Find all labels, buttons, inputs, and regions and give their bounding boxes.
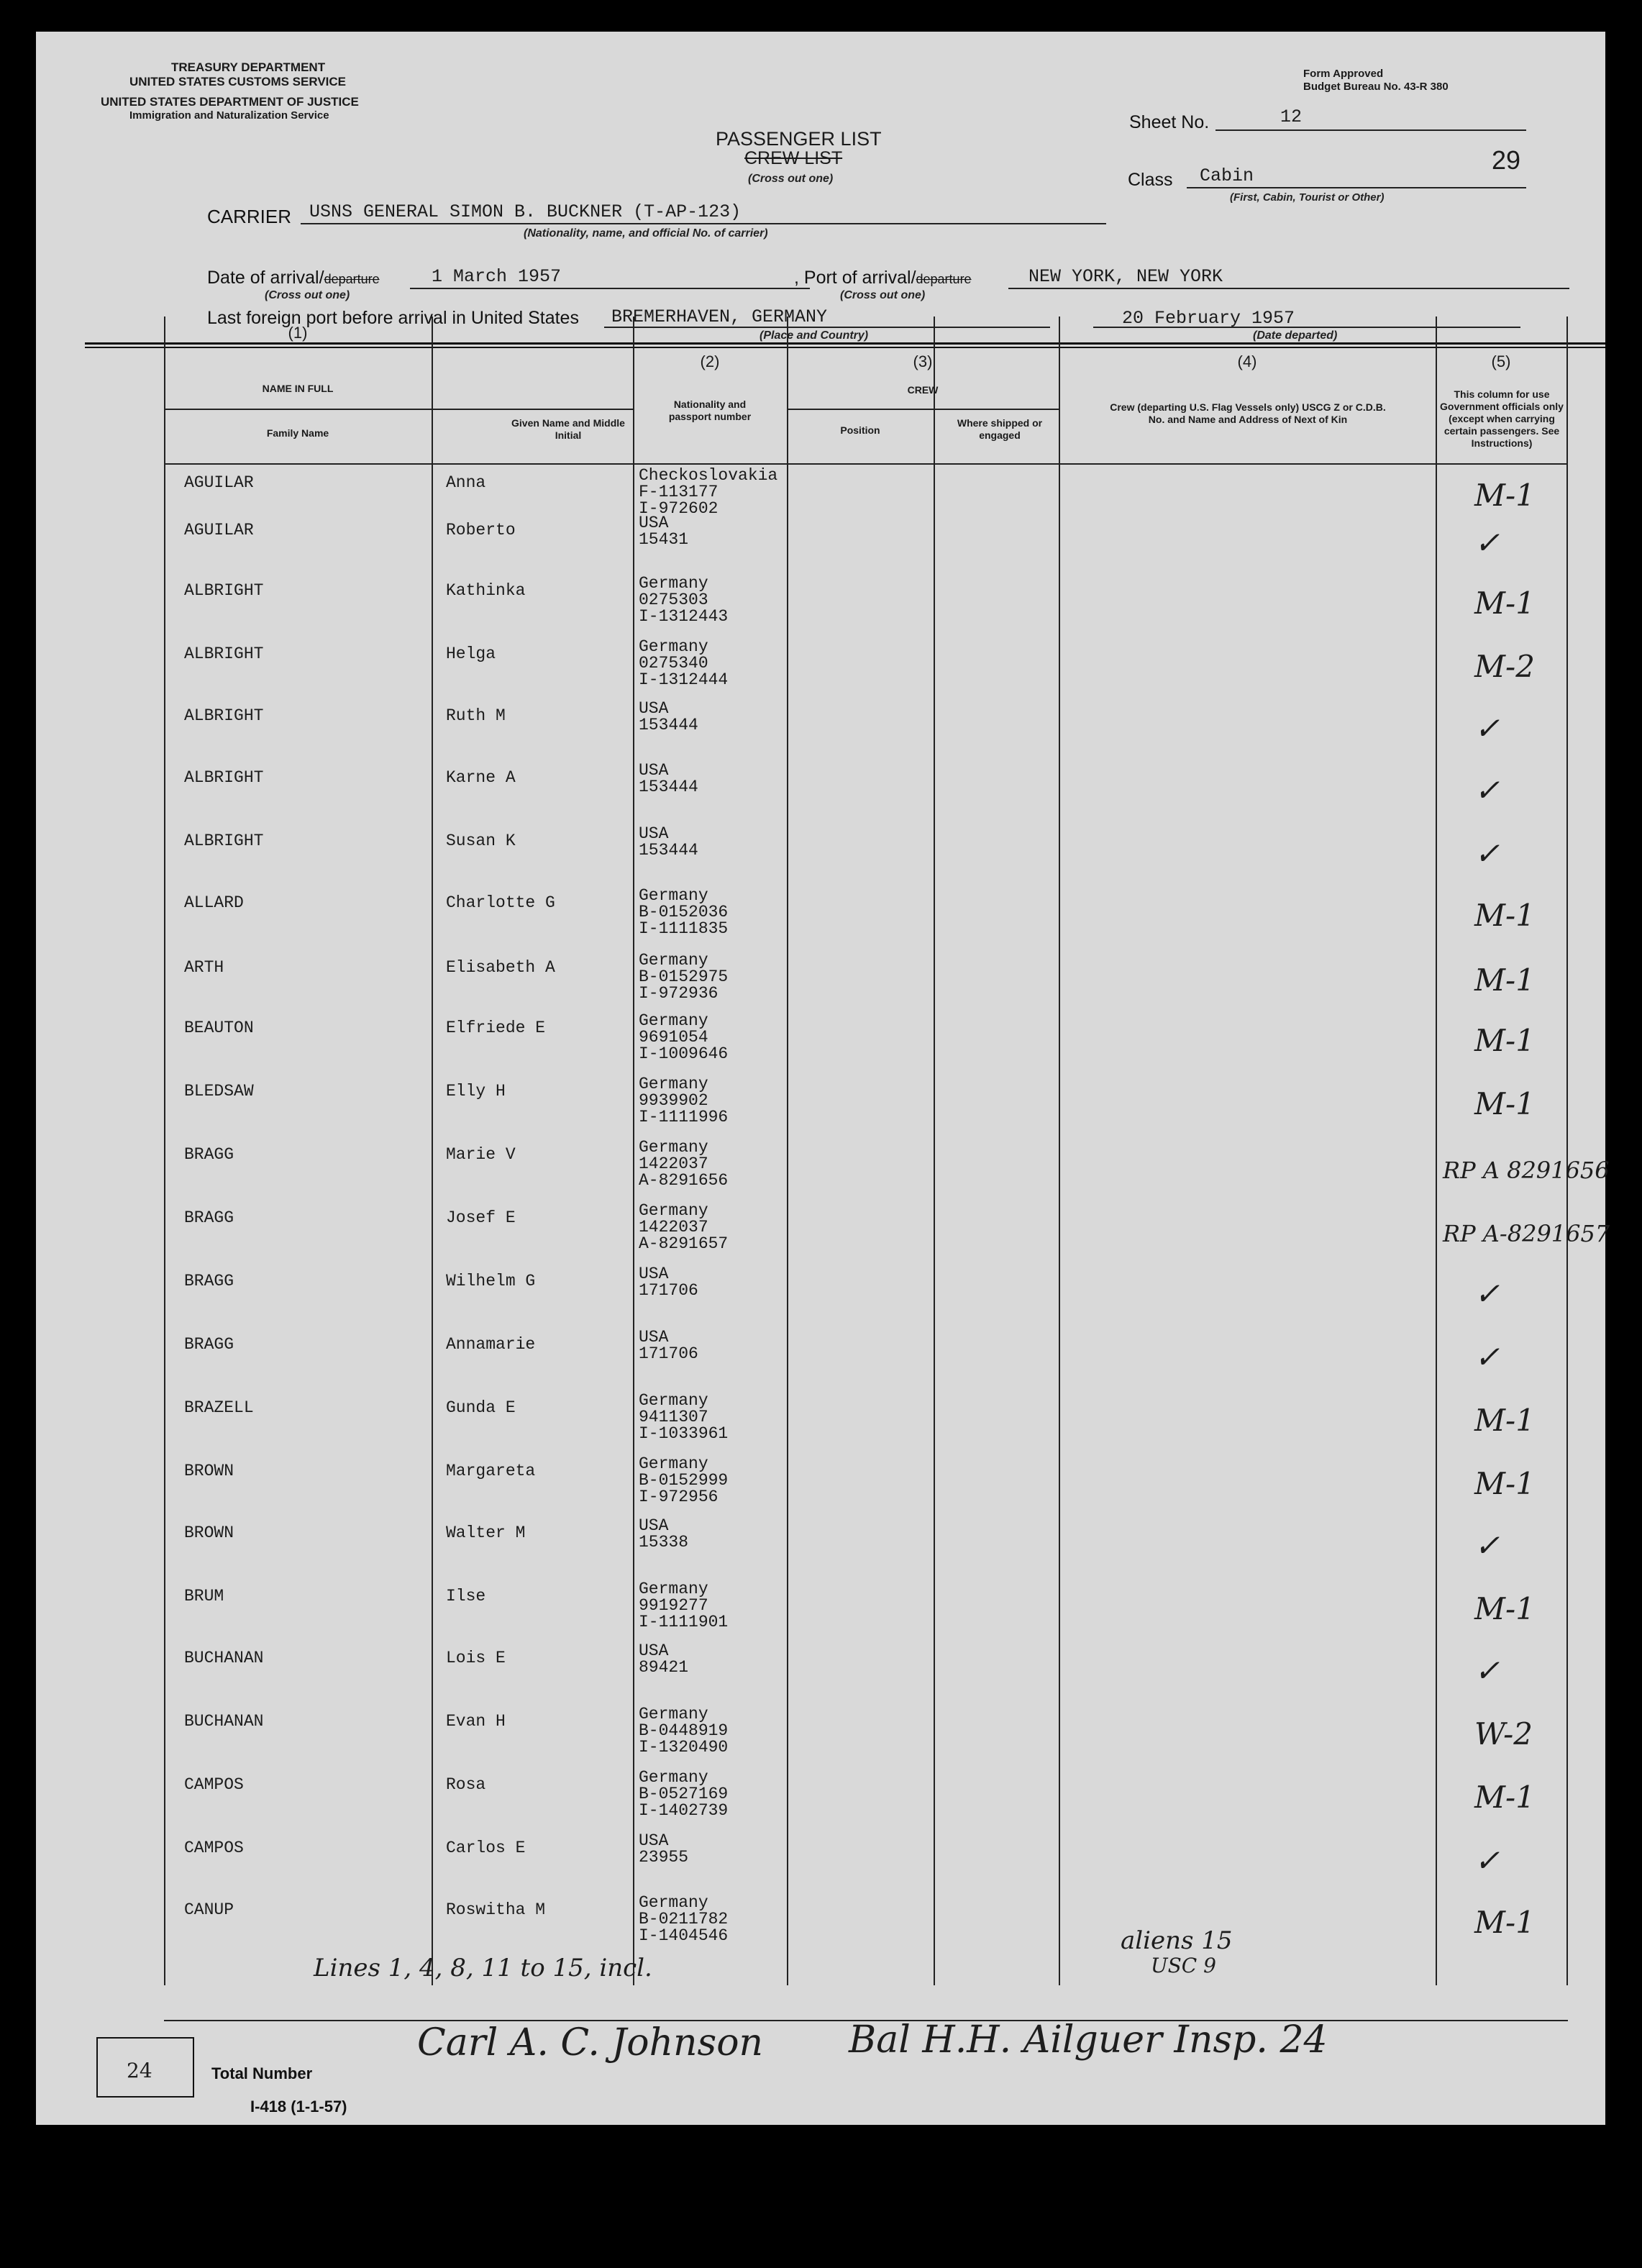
official-mark-cell: ✓ [1474,1843,1500,1878]
nationality-cell: Germany [639,637,708,656]
col1-family-header: Family Name [266,427,329,439]
passport-number-cell: B-0152036 [639,903,729,921]
official-mark-cell: ✓ [1474,773,1500,808]
passport-number-cell: 15431 [639,530,689,549]
given-name-cell: Josef E [446,1208,516,1227]
agency-line-ins: Immigration and Naturalization Service [129,109,329,122]
passport-number-2-cell: I-1402739 [639,1801,729,1820]
agency-line-customs: UNITED STATES CUSTOMS SERVICE [129,75,347,88]
header-bottom-rule [164,463,1568,465]
form-approved: Form Approved [1303,68,1384,80]
official-mark-cell: W-2 [1474,1716,1533,1752]
col3-title: CREW [907,384,939,396]
nationality-cell: USA [639,1516,669,1535]
official-mark-cell: RP A-8291657 [1443,1220,1610,1247]
passport-number-2-cell: I-1312444 [639,670,729,689]
given-name-cell: Carlos E [446,1839,526,1857]
passport-number-cell: 89421 [639,1658,689,1677]
family-name-cell: AGUILAR [184,521,254,539]
given-name-cell: Rosa [446,1775,486,1794]
col4-title: Crew (departing U.S. Flag Vessels only) USCG Z or C.D.B. No. and Name and Address of Next of Kin [1110,401,1386,425]
passport-number-2-cell: I-972956 [639,1488,719,1506]
passport-number-cell: 1422037 [639,1155,708,1173]
class-label: Class [1128,170,1173,190]
class-value: Cabin [1200,165,1254,186]
given-name-cell: Karne A [446,768,516,787]
family-name-cell: ALBRIGHT [184,832,264,850]
class-underline [1187,187,1526,188]
given-name-cell: Kathinka [446,581,526,600]
nationality-cell: Germany [639,574,708,593]
nationality-cell: Germany [639,886,708,905]
official-mark-cell: M-1 [1474,1466,1535,1501]
passport-number-cell: F-113177 [639,483,719,501]
col1-number: (1) [288,324,308,342]
total-number-value: 24 [127,2059,152,2082]
port-arrival-label: , Port of arrival/departure [794,268,972,288]
class-number: 29 [1492,145,1521,175]
family-name-cell: BUCHANAN [184,1649,264,1667]
passport-number-2-cell: I-1009646 [639,1044,729,1063]
family-name-cell: BROWN [184,1524,234,1542]
passport-number-cell: B-0211782 [639,1910,729,1928]
port-arrival-value: NEW YORK, NEW YORK [1028,266,1223,287]
passport-number-cell: B-0527169 [639,1785,729,1803]
port-cross-out-note: (Cross out one) [840,289,926,301]
header-sub-rule-crew [787,409,1059,410]
family-name-cell: ALBRIGHT [184,581,264,600]
col3-number: (3) [913,352,933,370]
given-name-cell: Ilse [446,1587,486,1606]
given-name-cell: Helga [446,645,496,663]
given-name-cell: Elly H [446,1082,506,1101]
agency-line-justice: UNITED STATES DEPARTMENT OF JUSTICE [101,95,359,109]
given-name-cell: Gunda E [446,1398,516,1417]
passport-number-cell: 9411307 [639,1408,708,1426]
nationality-cell: Checkoslovakia [639,466,778,485]
official-mark-cell: M-1 [1474,898,1535,933]
family-name-cell: BRAGG [184,1272,234,1290]
given-name-cell: Marie V [446,1145,516,1164]
given-name-cell: Wilhelm G [446,1272,536,1290]
date-departure-struck: departure [324,272,380,286]
nationality-cell: Germany [639,1893,708,1912]
col-line-6 [1436,316,1437,1985]
nationality-cell: USA [639,761,669,780]
date-arrival-underline [410,288,810,289]
nationality-cell: Germany [639,1768,708,1787]
official-mark-cell: ✓ [1474,1339,1500,1375]
official-mark-cell: ✓ [1474,1653,1500,1688]
nationality-cell: Germany [639,1138,708,1157]
foreign-port-label: Last foreign port before arrival in United States [207,308,579,328]
official-mark-cell: M-1 [1474,1591,1535,1626]
col-line-4 [934,316,935,1985]
passport-number-cell: B-0152999 [639,1471,729,1490]
class-note: (First, Cabin, Tourist or Other) [1230,191,1385,204]
agency-line-treasury: TREASURY DEPARTMENT [171,60,326,74]
aliens-annotation: aliens 15 [1121,1926,1233,1955]
nationality-cell: Germany [639,1011,708,1030]
passport-number-cell: 153444 [639,778,698,796]
passport-number-cell: B-0448919 [639,1721,729,1740]
date-arrival-value: 1 March 1957 [432,266,562,287]
passport-number-2-cell: I-1312443 [639,607,729,626]
passport-number-2-cell: I-1320490 [639,1738,729,1757]
passport-number-2-cell: I-972936 [639,984,719,1003]
official-mark-cell: M-1 [1474,1023,1535,1058]
nationality-cell: USA [639,824,669,843]
given-name-cell: Roberto [446,521,516,539]
passport-number-cell: 153444 [639,716,698,734]
departure-date-note: (Date departed) [1253,329,1338,342]
family-name-cell: BUCHANAN [184,1712,264,1731]
official-mark-cell: ✓ [1474,1276,1500,1311]
nationality-cell: Germany [639,1201,708,1220]
passport-number-cell: 9691054 [639,1028,708,1047]
nationality-cell: Germany [639,1075,708,1093]
nationality-cell: USA [639,1265,669,1283]
given-name-cell: Ruth M [446,706,506,725]
given-name-cell: Elfriede E [446,1019,546,1037]
col-line-5 [1059,316,1060,1985]
official-mark-cell: ✓ [1474,711,1500,746]
header-sub-rule-left [164,409,633,410]
family-name-cell: ALLARD [184,893,244,912]
passenger-table [129,316,1610,1985]
foreign-port-note: (Place and Country) [760,329,869,342]
official-mark-cell: RP A 8291656 [1443,1157,1610,1184]
nationality-cell: USA [639,1831,669,1850]
family-name-cell: ALBRIGHT [184,706,264,725]
family-name-cell: ARTH [184,958,224,977]
form-number: I-418 (1-1-57) [250,2098,347,2116]
col3-where-header: Where shipped or engaged [957,417,1043,441]
family-name-cell: BEAUTON [184,1019,254,1037]
official-mark-cell: ✓ [1474,836,1500,871]
col5-title: This column for use Government officials only (except when carrying certain passengers. See Instructions) [1440,388,1564,449]
total-number-label: Total Number [211,2064,313,2082]
nationality-cell: Germany [639,1705,708,1723]
signature-inspector: Bal H.H. Ailguer Insp. 24 [849,2018,1328,2062]
given-name-cell: Susan K [446,832,516,850]
family-name-cell: CAMPOS [184,1839,244,1857]
family-name-cell: ALBRIGHT [184,645,264,663]
sheet-value: 12 [1280,106,1303,127]
family-name-cell: BRAGG [184,1145,234,1164]
given-name-cell: Evan H [446,1712,506,1731]
nationality-cell: USA [639,514,669,532]
passport-number-2-cell: I-1111835 [639,919,729,938]
given-name-cell: Lois E [446,1649,506,1667]
family-name-cell: CAMPOS [184,1775,244,1794]
passport-number-2-cell: A-8291657 [639,1234,729,1253]
family-name-cell: BRUM [184,1587,224,1606]
official-mark-cell: M-1 [1474,478,1535,513]
given-name-cell: Annamarie [446,1335,536,1354]
passport-number-cell: 23955 [639,1848,689,1867]
passport-number-cell: 171706 [639,1344,698,1363]
nationality-cell: Germany [639,1580,708,1598]
given-name-cell: Roswitha M [446,1900,546,1919]
family-name-cell: BROWN [184,1462,234,1480]
sheet-label: Sheet No. [1129,112,1210,132]
given-name-cell: Anna [446,473,486,492]
nationality-cell: Germany [639,1391,708,1410]
col1-given-header: Given Name and Middle Initial [511,417,625,441]
passport-number-cell: 1422037 [639,1218,708,1237]
passport-number-cell: 171706 [639,1281,698,1300]
given-name-cell: Walter M [446,1524,526,1542]
carrier-note: (Nationality, name, and official No. of carrier) [524,227,768,240]
usc-annotation: USC 9 [1151,1954,1216,1977]
given-name-cell: Charlotte G [446,893,555,912]
col4-number: (4) [1237,352,1257,370]
nationality-cell: USA [639,1328,669,1347]
passport-number-2-cell: I-1033961 [639,1424,729,1443]
col5-number: (5) [1491,352,1511,370]
date-cross-out-note: (Cross out one) [265,289,350,301]
lines-annotation: Lines 1, 4, 8, 11 to 15, incl. [314,1954,652,1982]
col2-number: (2) [700,352,720,370]
nationality-cell: USA [639,1641,669,1660]
official-mark-cell: ✓ [1474,1528,1500,1563]
passport-number-cell: 0275340 [639,654,708,673]
budget-bureau: Budget Bureau No. 43-R 380 [1303,81,1449,93]
official-mark-cell: M-1 [1474,586,1535,621]
carrier-value: USNS GENERAL SIMON B. BUCKNER (T-AP-123) [309,201,742,222]
col-line-3 [787,316,788,1985]
carrier-underline [301,223,1106,224]
official-mark-cell: M-1 [1474,1905,1535,1940]
passport-number-cell: B-0152975 [639,967,729,986]
nationality-cell: Germany [639,1454,708,1473]
col-line-0 [164,316,165,1985]
passport-number-cell: 9939902 [639,1091,708,1110]
family-name-cell: AGUILAR [184,473,254,492]
port-departure-struck: departure [916,272,972,286]
col-line-1 [432,316,433,1985]
col1-title: NAME IN FULL [262,383,334,394]
passport-number-cell: 15338 [639,1533,689,1552]
departure-date-value: 20 February 1957 [1122,308,1295,329]
passport-number-cell: 153444 [639,841,698,860]
passport-number-2-cell: I-1111901 [639,1613,729,1631]
family-name-cell: BRAGG [184,1335,234,1354]
official-mark-cell: M-2 [1474,649,1535,684]
passport-number-2-cell: A-8291656 [639,1171,729,1190]
nationality-cell: USA [639,699,669,718]
passport-number-2-cell: I-972602 [639,499,719,518]
official-mark-cell: M-1 [1474,1780,1535,1815]
passport-number-2-cell: I-1404546 [639,1926,729,1945]
passport-number-2-cell: I-1111996 [639,1108,729,1126]
port-arrival-underline [1008,288,1569,289]
nationality-cell: Germany [639,951,708,970]
col2-title: Nationality and passport number [668,399,752,422]
family-name-cell: ALBRIGHT [184,768,264,787]
carrier-label: CARRIER [207,206,292,227]
title-cross-out-note: (Cross out one) [748,173,834,185]
passport-number-cell: 0275303 [639,591,708,609]
family-name-cell: BRAZELL [184,1398,254,1417]
family-name-cell: CANUP [184,1900,234,1919]
col3-position-header: Position [840,424,880,436]
family-name-cell: BLEDSAW [184,1082,254,1101]
family-name-cell: BRAGG [184,1208,234,1227]
given-name-cell: Margareta [446,1462,536,1480]
signature-carl-johnson: Carl A. C. Johnson [417,2021,764,2064]
official-mark-cell: M-1 [1474,1403,1535,1438]
given-name-cell: Elisabeth A [446,958,555,977]
date-arrival-label: Date of arrival/departure [207,268,380,288]
official-mark-cell: M-1 [1474,1086,1535,1121]
official-mark-cell: ✓ [1474,525,1500,560]
crew-list-title: CREW LIST [744,148,843,168]
sheet-underline [1215,129,1526,131]
official-mark-cell: M-1 [1474,962,1535,998]
foreign-port-value: BREMERHAVEN, GERMANY [611,306,828,327]
passenger-list-title: PASSENGER LIST [716,128,882,150]
col-line-2 [633,316,634,1985]
passport-number-cell: 9919277 [639,1596,708,1615]
col-line-7 [1566,316,1568,1985]
